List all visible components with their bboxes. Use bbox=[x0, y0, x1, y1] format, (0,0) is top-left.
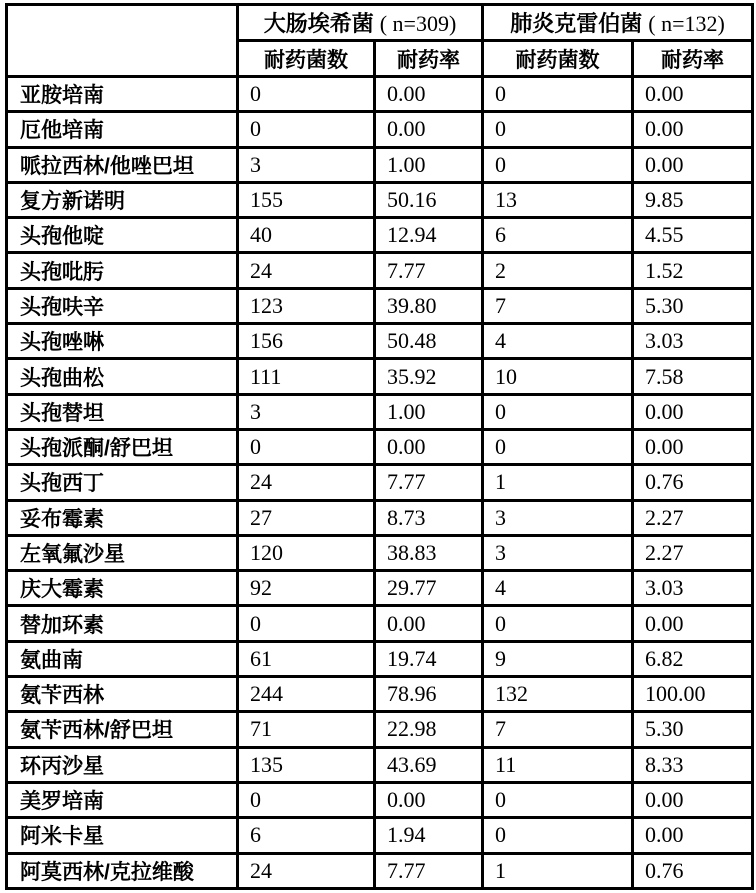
value-cell: 35.92 bbox=[375, 359, 483, 394]
drug-name-cell: 厄他培南 bbox=[7, 112, 238, 147]
drug-name-cell: 氨曲南 bbox=[7, 641, 238, 676]
table-row bbox=[7, 712, 753, 747]
value-cell: 2.27 bbox=[633, 500, 753, 535]
drug-name-cell: 头孢他啶 bbox=[7, 218, 238, 253]
value-cell: 22.98 bbox=[375, 712, 483, 747]
value-cell: 0 bbox=[483, 782, 633, 817]
subheader-resistant-count-2: 耐药菌数 bbox=[483, 41, 633, 77]
value-cell: 27 bbox=[238, 500, 375, 535]
value-cell: 38.83 bbox=[375, 535, 483, 570]
value-cell: 1 bbox=[483, 465, 633, 500]
group-n-ecoli: ( n=309) bbox=[379, 11, 457, 36]
value-cell: 8.33 bbox=[633, 747, 753, 782]
value-cell: 1.52 bbox=[633, 253, 753, 288]
drug-name-cell: 亚胺培南 bbox=[7, 77, 238, 112]
value-cell: 155 bbox=[238, 182, 375, 217]
drug-name-cell: 氨苄西林 bbox=[7, 677, 238, 712]
group-n-kpneumoniae: ( n=132) bbox=[648, 11, 725, 36]
table-row bbox=[7, 253, 753, 288]
value-cell: 50.48 bbox=[375, 324, 483, 359]
value-cell: 1.00 bbox=[375, 394, 483, 429]
value-cell: 244 bbox=[238, 677, 375, 712]
table-header bbox=[7, 5, 753, 77]
value-cell: 0 bbox=[483, 77, 633, 112]
value-cell: 9.85 bbox=[633, 182, 753, 217]
value-cell: 43.69 bbox=[375, 747, 483, 782]
value-cell: 2.27 bbox=[633, 535, 753, 570]
value-cell: 24 bbox=[238, 253, 375, 288]
table-row bbox=[7, 288, 753, 323]
value-cell: 3.03 bbox=[633, 571, 753, 606]
value-cell: 0 bbox=[483, 606, 633, 641]
table-row bbox=[7, 182, 753, 217]
value-cell: 13 bbox=[483, 182, 633, 217]
drug-name-cell: 妥布霉素 bbox=[7, 500, 238, 535]
table-row bbox=[7, 394, 753, 429]
value-cell: 2 bbox=[483, 253, 633, 288]
group-name-kpneumoniae: 肺炎克雷伯菌 bbox=[510, 11, 643, 36]
value-cell: 100.00 bbox=[633, 677, 753, 712]
value-cell: 0 bbox=[483, 818, 633, 853]
resistance-table bbox=[5, 3, 754, 890]
subheader-resistant-count-1: 耐药菌数 bbox=[238, 41, 375, 77]
table-row bbox=[7, 147, 753, 182]
group-name-ecoli: 大肠埃希菌 bbox=[263, 11, 374, 36]
value-cell: 1.94 bbox=[375, 818, 483, 853]
drug-name-cell: 阿米卡星 bbox=[7, 818, 238, 853]
value-cell: 4.55 bbox=[633, 218, 753, 253]
value-cell: 9 bbox=[483, 641, 633, 676]
value-cell: 24 bbox=[238, 465, 375, 500]
value-cell: 0.00 bbox=[633, 394, 753, 429]
table-row bbox=[7, 324, 753, 359]
value-cell: 0.00 bbox=[633, 77, 753, 112]
value-cell: 92 bbox=[238, 571, 375, 606]
table-row bbox=[7, 853, 753, 888]
table-row bbox=[7, 77, 753, 112]
drug-name-cell: 左氧氟沙星 bbox=[7, 535, 238, 570]
value-cell: 3.03 bbox=[633, 324, 753, 359]
table-row bbox=[7, 500, 753, 535]
table-row bbox=[7, 465, 753, 500]
value-cell: 0.00 bbox=[375, 77, 483, 112]
value-cell: 111 bbox=[238, 359, 375, 394]
table-row bbox=[7, 677, 753, 712]
value-cell: 135 bbox=[238, 747, 375, 782]
group-header-kpneumoniae bbox=[483, 5, 753, 41]
value-cell: 8.73 bbox=[375, 500, 483, 535]
drug-name-cell: 头孢派酮/舒巴坦 bbox=[7, 429, 238, 464]
value-cell: 6.82 bbox=[633, 641, 753, 676]
table-row bbox=[7, 218, 753, 253]
value-cell: 0.00 bbox=[633, 112, 753, 147]
value-cell: 0 bbox=[483, 112, 633, 147]
value-cell: 0 bbox=[483, 394, 633, 429]
value-cell: 1.00 bbox=[375, 147, 483, 182]
drug-name-cell: 头孢呋辛 bbox=[7, 288, 238, 323]
drug-name-cell: 环丙沙星 bbox=[7, 747, 238, 782]
value-cell: 3 bbox=[483, 535, 633, 570]
value-cell: 0 bbox=[238, 77, 375, 112]
table-row bbox=[7, 606, 753, 641]
value-cell: 10 bbox=[483, 359, 633, 394]
value-cell: 0.00 bbox=[375, 606, 483, 641]
value-cell: 4 bbox=[483, 324, 633, 359]
value-cell: 40 bbox=[238, 218, 375, 253]
value-cell: 0.00 bbox=[375, 112, 483, 147]
table-row bbox=[7, 571, 753, 606]
table-row bbox=[7, 747, 753, 782]
value-cell: 0 bbox=[238, 112, 375, 147]
value-cell: 5.30 bbox=[633, 712, 753, 747]
drug-name-cell: 复方新诺明 bbox=[7, 182, 238, 217]
value-cell: 6 bbox=[238, 818, 375, 853]
value-cell: 156 bbox=[238, 324, 375, 359]
value-cell: 0 bbox=[483, 429, 633, 464]
value-cell: 3 bbox=[238, 394, 375, 429]
value-cell: 0.76 bbox=[633, 465, 753, 500]
drug-name-cell: 头孢曲松 bbox=[7, 359, 238, 394]
value-cell: 7 bbox=[483, 712, 633, 747]
table-row bbox=[7, 641, 753, 676]
table-row bbox=[7, 429, 753, 464]
value-cell: 61 bbox=[238, 641, 375, 676]
drug-name-cell: 庆大霉素 bbox=[7, 571, 238, 606]
value-cell: 0.00 bbox=[633, 429, 753, 464]
value-cell: 29.77 bbox=[375, 571, 483, 606]
value-cell: 6 bbox=[483, 218, 633, 253]
subheader-resistance-rate-2: 耐药率 bbox=[633, 41, 753, 77]
drug-name-cell: 头孢替坦 bbox=[7, 394, 238, 429]
table-row bbox=[7, 782, 753, 817]
drug-name-cell: 头孢吡肟 bbox=[7, 253, 238, 288]
value-cell: 132 bbox=[483, 677, 633, 712]
value-cell: 123 bbox=[238, 288, 375, 323]
value-cell: 0 bbox=[483, 147, 633, 182]
value-cell: 7 bbox=[483, 288, 633, 323]
drug-name-cell: 头孢西丁 bbox=[7, 465, 238, 500]
value-cell: 0.76 bbox=[633, 853, 753, 888]
drug-name-cell: 氨苄西林/舒巴坦 bbox=[7, 712, 238, 747]
value-cell: 0.00 bbox=[633, 782, 753, 817]
value-cell: 120 bbox=[238, 535, 375, 570]
group-header-row bbox=[7, 5, 753, 41]
value-cell: 3 bbox=[483, 500, 633, 535]
value-cell: 71 bbox=[238, 712, 375, 747]
value-cell: 24 bbox=[238, 853, 375, 888]
value-cell: 39.80 bbox=[375, 288, 483, 323]
drug-column-header-empty bbox=[7, 5, 238, 77]
value-cell: 11 bbox=[483, 747, 633, 782]
value-cell: 0.00 bbox=[633, 147, 753, 182]
value-cell: 7.58 bbox=[633, 359, 753, 394]
table-row bbox=[7, 112, 753, 147]
value-cell: 7.77 bbox=[375, 465, 483, 500]
table-body bbox=[7, 77, 753, 889]
value-cell: 3 bbox=[238, 147, 375, 182]
drug-name-cell: 美罗培南 bbox=[7, 782, 238, 817]
value-cell: 12.94 bbox=[375, 218, 483, 253]
value-cell: 78.96 bbox=[375, 677, 483, 712]
value-cell: 0.00 bbox=[633, 606, 753, 641]
value-cell: 5.30 bbox=[633, 288, 753, 323]
value-cell: 0 bbox=[238, 429, 375, 464]
value-cell: 1 bbox=[483, 853, 633, 888]
value-cell: 0.00 bbox=[375, 429, 483, 464]
value-cell: 0.00 bbox=[375, 782, 483, 817]
value-cell: 0 bbox=[238, 606, 375, 641]
drug-name-cell: 替加环素 bbox=[7, 606, 238, 641]
value-cell: 4 bbox=[483, 571, 633, 606]
table-row bbox=[7, 359, 753, 394]
value-cell: 50.16 bbox=[375, 182, 483, 217]
table-row bbox=[7, 818, 753, 853]
drug-name-cell: 哌拉西林/他唑巴坦 bbox=[7, 147, 238, 182]
table-row bbox=[7, 535, 753, 570]
group-header-ecoli bbox=[238, 5, 483, 41]
subheader-resistance-rate-1: 耐药率 bbox=[375, 41, 483, 77]
value-cell: 0.00 bbox=[633, 818, 753, 853]
drug-name-cell: 阿莫西林/克拉维酸 bbox=[7, 853, 238, 888]
value-cell: 7.77 bbox=[375, 253, 483, 288]
value-cell: 19.74 bbox=[375, 641, 483, 676]
value-cell: 7.77 bbox=[375, 853, 483, 888]
value-cell: 0 bbox=[238, 782, 375, 817]
drug-name-cell: 头孢唑啉 bbox=[7, 324, 238, 359]
